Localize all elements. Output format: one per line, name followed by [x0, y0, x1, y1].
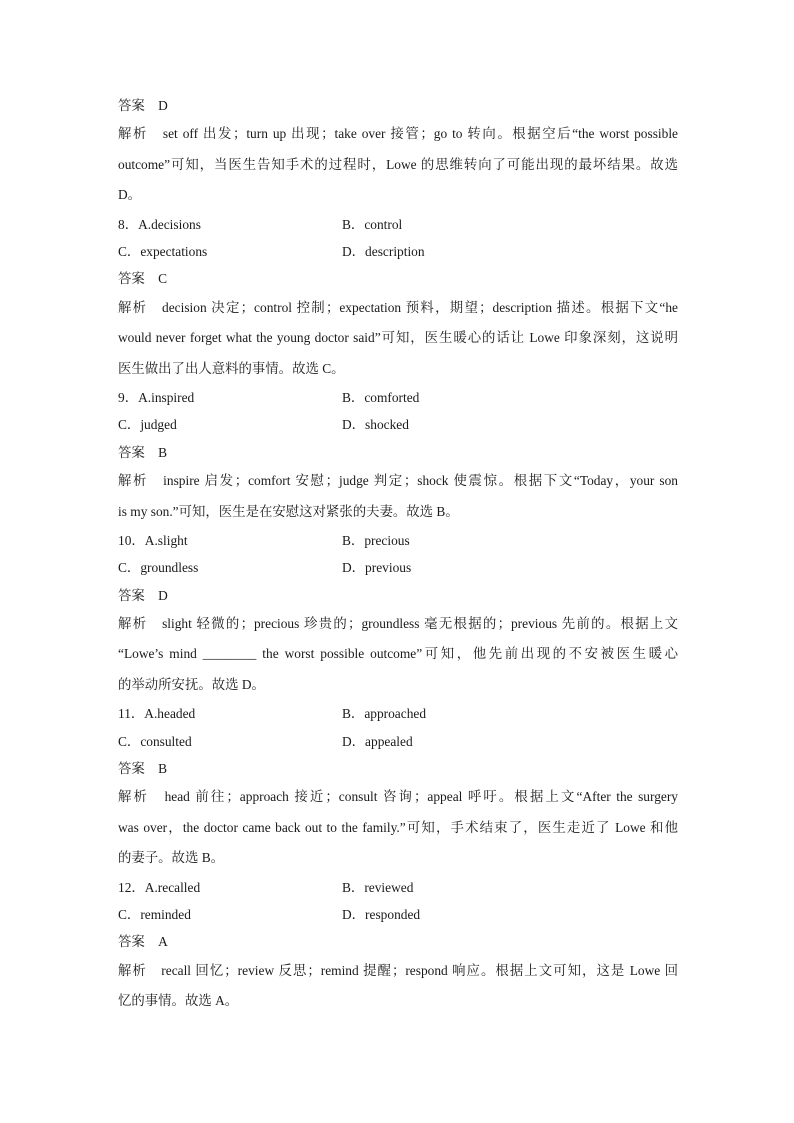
analysis-line: would never forget what the young doctor said”可知，医生暖心的话让 Lowe 印象深刻，这说明 — [118, 330, 678, 346]
analysis-line: 忆的事情。故选 A。 — [118, 993, 239, 1009]
options-row-cd — [118, 238, 678, 265]
option-d: D．shocked — [342, 417, 409, 433]
options-row-cd — [118, 554, 678, 581]
option-b: B．precious — [342, 533, 410, 549]
option-d: D．responded — [342, 907, 421, 923]
options-row-ab — [118, 384, 678, 411]
option-b: B．approached — [342, 706, 427, 722]
options-row-ab — [118, 874, 678, 901]
answer-line-q12: 答案 A — [118, 934, 168, 950]
analysis-line: 解析 decision 决定；control 控制；expectation 预料，期望；description 描述。根据下文“he — [118, 299, 678, 315]
analysis-line: 解析 slight 轻微的；precious 珍贵的；groundless 毫无根据的；previous 先前的。根据上文 — [118, 615, 678, 631]
analysis-line: 的妻子。故选 B。 — [118, 850, 225, 866]
options-row-cd — [118, 901, 678, 928]
analysis-line: 解析 set off 出发；turn up 出现；take over 接管；go to 转向。根据空后“the worst possible — [118, 126, 678, 142]
option-a: 11．A.headed — [118, 706, 196, 722]
option-a: 12．A.recalled — [118, 879, 201, 895]
option-a: 8．A.decisions — [118, 216, 201, 232]
analysis-line: 医生做出了出人意料的事情。故选 C。 — [118, 360, 345, 376]
option-d: D．description — [342, 244, 425, 260]
answer-line-q10: 答案 D — [118, 587, 168, 603]
answer-line-q11: 答案 B — [118, 761, 168, 777]
analysis-line: 的举动所安抚。故选 D。 — [118, 676, 265, 692]
option-b: B．reviewed — [342, 879, 414, 895]
analysis-line: outcome”可知，当医生告知手术的过程时，Lowe 的思维转向了可能出现的最坏结果。故选 — [118, 156, 678, 172]
option-c: C．expectations — [118, 244, 208, 260]
answer-line-q8: 答案 C — [118, 271, 168, 287]
options-row-cd — [118, 728, 678, 755]
analysis-line: was over，the doctor came back out to the family.”可知，手术结束了，医生走近了 Lowe 和他 — [118, 819, 678, 835]
option-c: C．consulted — [118, 733, 192, 749]
option-c: C．judged — [118, 417, 177, 433]
analysis-line: 解析 inspire 启发；comfort 安慰；judge 判定；shock 使震惊。根据下文“Today，your son — [118, 473, 678, 489]
options-row-ab — [118, 527, 678, 554]
options-row-ab — [118, 700, 678, 727]
analysis-line: 解析 head 前往；approach 接近；consult 咨询；appeal 呼吁。根据上文“After the surgery — [118, 789, 678, 805]
option-d: D．previous — [342, 560, 412, 576]
answer-line-q9: 答案 B — [118, 444, 168, 460]
option-c: C．reminded — [118, 907, 191, 923]
analysis-line: is my son.”可知，医生是在安慰这对紧张的夫妻。故选 B。 — [118, 503, 459, 519]
analysis-line: “Lowe’s mind ________ the worst possible outcome”可知，他先前出现的不安被医生暖心 — [118, 646, 678, 662]
analysis-line: D。 — [118, 187, 142, 203]
options-row-ab — [118, 211, 678, 238]
option-b: B．comforted — [342, 390, 420, 406]
option-a: 9．A.inspired — [118, 390, 195, 406]
option-d: D．appealed — [342, 733, 413, 749]
option-a: 10．A.slight — [118, 533, 188, 549]
option-c: C．groundless — [118, 560, 199, 576]
document-page — [118, 92, 678, 1017]
answer-line-q7: 答案 D — [118, 98, 168, 113]
options-row-cd — [118, 411, 678, 438]
analysis-line: 解析 recall 回忆；review 反思；remind 提醒；respond 响应。根据上文可知，这是 Lowe 回 — [118, 962, 678, 978]
option-b: B．control — [342, 216, 403, 232]
